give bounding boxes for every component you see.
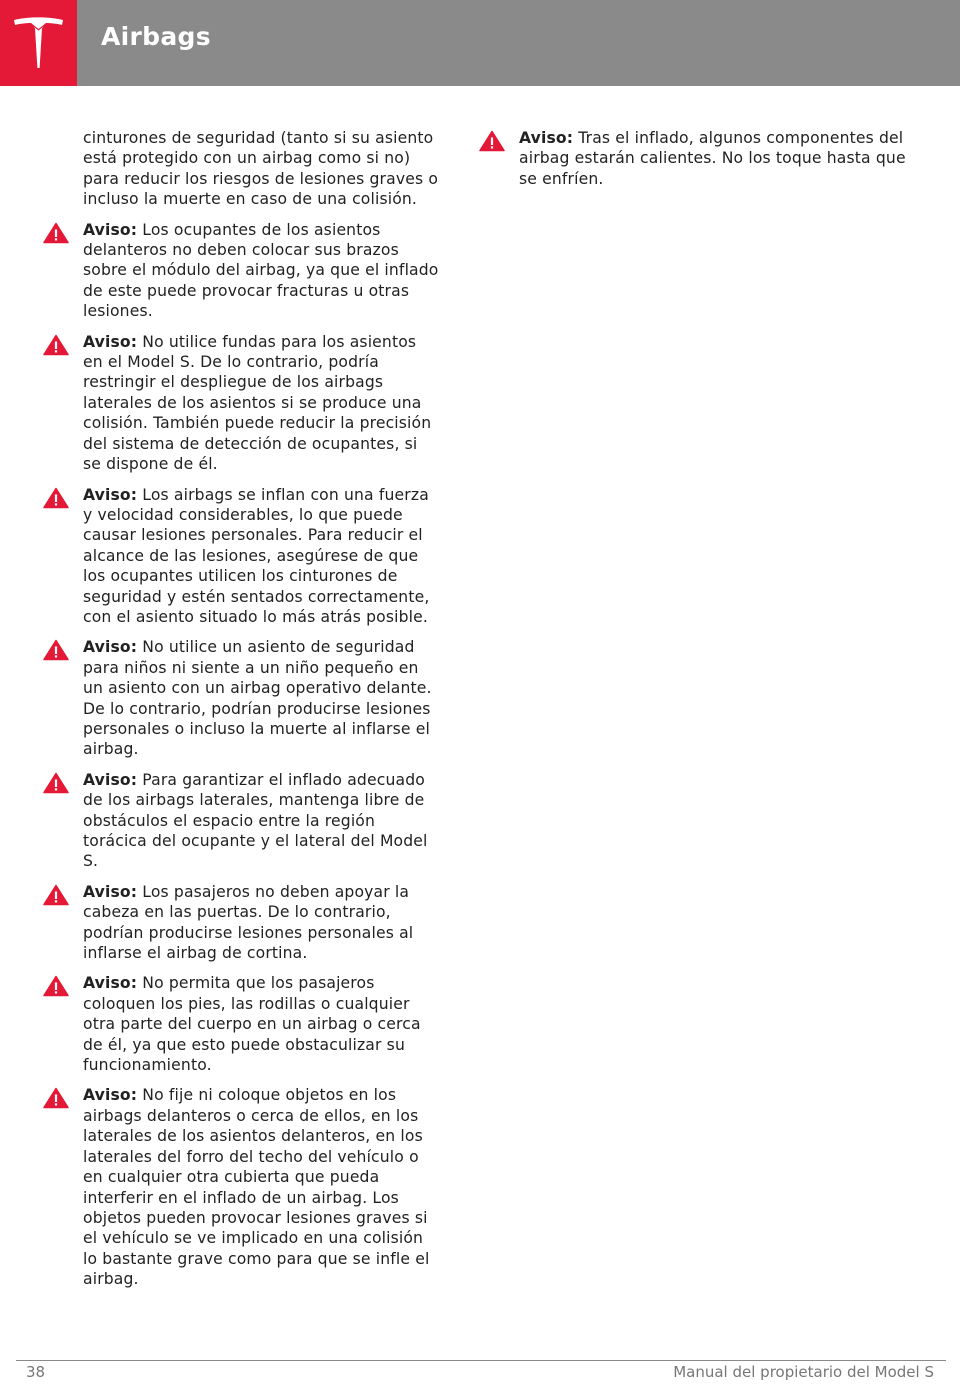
warning-item [40, 882, 440, 964]
page-header [0, 0, 960, 86]
warning-item [40, 1085, 440, 1289]
warning-item [40, 770, 440, 872]
warning-triangle-icon [43, 222, 69, 244]
warning-triangle-icon [43, 334, 69, 356]
warning-item [40, 332, 440, 475]
warning-label: Aviso: [83, 770, 138, 789]
paragraph-text: No utilice un asiento de seguridad para niños ni siente a un niño pequeño en un asiento con un airbag operativo delante. De lo contrario, podrían producirse lesiones personales o incluso la muerte al inflarse el airbag. [83, 638, 432, 759]
brand-logo-box [0, 0, 77, 86]
manual-title: Manual del propietario del Model S [673, 1363, 934, 1381]
body-paragraph [40, 128, 440, 210]
tesla-logo-icon [12, 16, 65, 70]
warning-item [40, 973, 440, 1075]
paragraph-text: No fije ni coloque objetos en los airbags delanteros o cerca de ellos, en los laterales de los asientos delanteros, en los laterales del forro del techo del vehículo o en cualquier otra cubierta que pueda interferir en el inflado de un airbag. Los objetos pueden provocar lesiones graves si el vehículo se ve implicado en una colisión lo bastante grave como para que se infle el airbag. [83, 1086, 430, 1289]
paragraph-text: Tras el inflado, algunos componentes del airbag estarán calientes. No los toque hasta que se enfríen. [519, 129, 906, 188]
warning-label: Aviso: [83, 332, 138, 351]
page-title: Airbags [101, 22, 211, 51]
warning-triangle-icon [43, 884, 69, 906]
warning-label: Aviso: [83, 974, 138, 993]
page-number: 38 [26, 1363, 46, 1381]
warning-label: Aviso: [83, 638, 138, 657]
warning-triangle-icon [43, 1087, 69, 1109]
warning-triangle-icon [43, 639, 69, 661]
paragraph-text: Para garantizar el inflado adecuado de los airbags laterales, mantenga libre de obstáculos el espacio entre la región torácica del ocupante y el lateral del Model S. [83, 770, 428, 871]
paragraph-text: No permita que los pasajeros coloquen los pies, las rodillas o cualquier otra parte del cuerpo en un airbag o cerca de él, ya que esto puede obstaculizar su funcionamiento. [83, 974, 421, 1075]
warning-item [40, 637, 440, 759]
warning-label: Aviso: [83, 485, 138, 504]
warning-item [40, 485, 440, 628]
paragraph-text: Los pasajeros no deben apoyar la cabeza en las puertas. De lo contrario, podrían producirse lesiones personales al inflarse el airbag de cortina. [83, 882, 414, 963]
right-column [476, 128, 916, 199]
warning-label: Aviso: [83, 220, 138, 239]
paragraph-text: Los airbags se inflan con una fuerza y velocidad considerables, lo que puede causar lesiones personales. Para reducir el alcance de las lesiones, asegúrese de que los ocupantes utilicen los cinturones de seguridad y estén sentados correctamente, con el asiento situado lo más atrás posible. [83, 485, 430, 626]
warning-triangle-icon [43, 772, 69, 794]
warning-item [40, 220, 440, 322]
footer-divider [16, 1360, 946, 1361]
paragraph-text: Los ocupantes de los asientos delanteros no deben colocar sus brazos sobre el módulo del airbag, ya que el inflado de este puede provocar fracturas u otras lesiones. [83, 220, 439, 321]
warning-triangle-icon [43, 487, 69, 509]
warning-triangle-icon [43, 975, 69, 997]
warning-label: Aviso: [83, 1086, 138, 1105]
warning-label: Aviso: [519, 129, 574, 147]
paragraph-text: No utilice fundas para los asientos en el Model S. De lo contrario, podría restringir el despliegue de los airbags laterales de los asientos si se produce una colisión. También puede reducir la precisión del sistema de detección de ocupantes, si se dispone de él. [83, 332, 432, 474]
warning-triangle-icon [479, 130, 505, 152]
warning-label: Aviso: [83, 882, 138, 901]
warning-item [476, 128, 916, 189]
left-column [40, 128, 440, 1300]
paragraph-text: cinturones de seguridad (tanto si su asiento está protegido con un airbag como si no) para reducir los riesgos de lesiones graves o incluso la muerte en caso de una colisión. [83, 129, 439, 209]
